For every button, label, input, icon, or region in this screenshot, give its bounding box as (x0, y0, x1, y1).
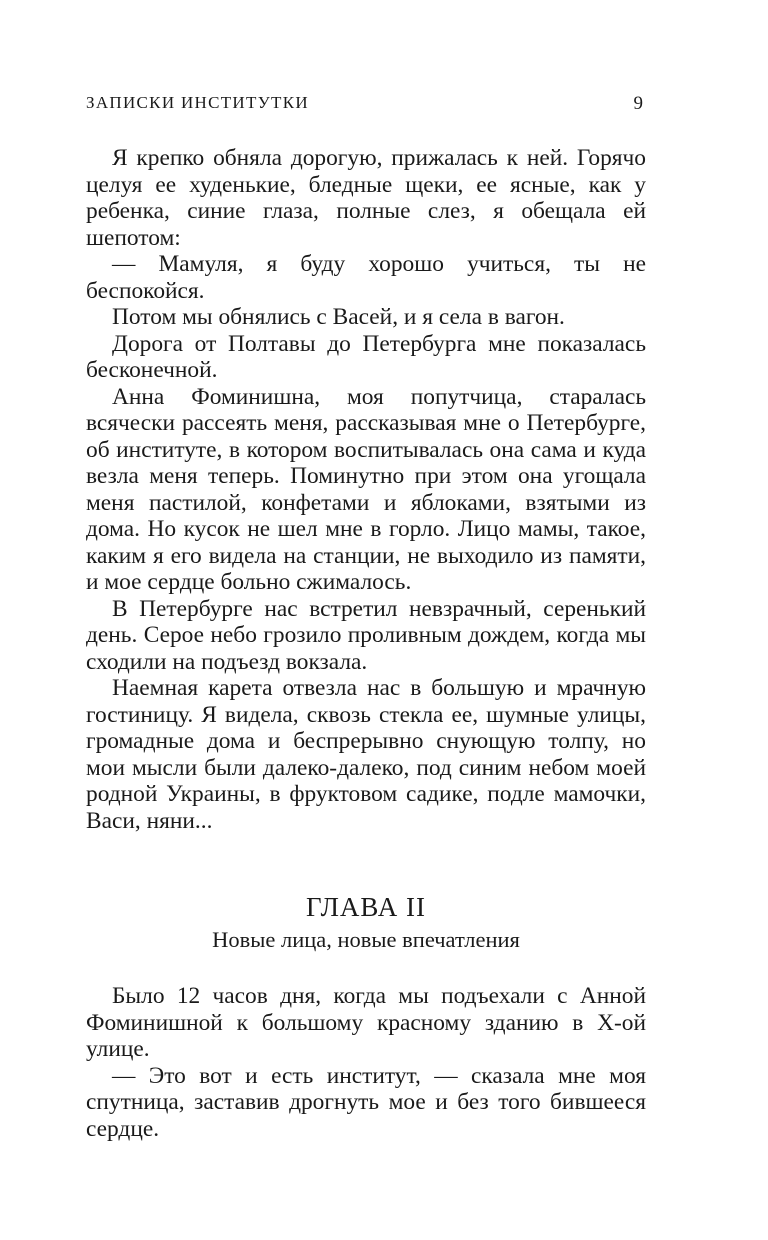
paragraph: Я крепко обняла дорогую, прижалась к ней. Горячо целуя ее худенькие, бледные щеки, ее ясные, как у ребенка, синие глаза, полные слез, я обещала ей шепотом: (86, 145, 646, 251)
running-title: ЗАПИСКИ ИНСТИТУТКИ (86, 93, 309, 112)
paragraph: Потом мы обнялись с Васей, и я села в вагон. (112, 304, 565, 330)
page-number: 9 (633, 93, 643, 114)
paragraph: Было 12 часов дня, когда мы подъехали с Анной Фоминишной к большому красному зданию в Х-ой улице. (86, 983, 646, 1062)
running-head (86, 93, 646, 119)
body-text-section-1 (86, 145, 646, 834)
paragraph: — Это вот и есть институт, — сказала мне моя спутница, заставив дрогнуть мое и без того бившееся сердце. (86, 1062, 646, 1142)
chapter-subtitle: Новые лица, новые впечатления (212, 927, 520, 952)
paragraph: Дорога от Полтавы до Петербурга мне показалась бесконечной. (86, 330, 646, 383)
paragraph: — Мамуля, я буду хорошо учиться, ты не беспокойся. (86, 251, 646, 304)
paragraph: Анна Фоминишна, моя попутчица, старалась всячески рассеять меня, рассказывая мне о Петербурге, об институте, в котором воспитывалась она сама и куда везла меня теперь. Поминутно при этом она угощала меня пастилой, конфетами и яблоками, взятыми из дома. Но кусок не шел мне в горло. Лицо мамы, такое, каким я его видела на станции, не выходило из памяти, и мое сердце больно сжималось. (86, 383, 646, 595)
chapter-heading: ГЛАВА II (306, 892, 426, 922)
paragraph: В Петербурге нас встретил невзрачный, серенький день. Серое небо грозило проливным дождем, когда мы сходили на подъезд вокзала. (86, 595, 646, 675)
body-text-section-2 (86, 983, 646, 1142)
paragraph: Наемная карета отвезла нас в большую и мрачную гостиницу. Я видела, сквозь стекла ее, шумные улицы, громадные дома и беспрерывно снующую толпу, но мои мысли были далеко-далеко, под синим небом моей родной Украины, в фруктовом садике, подле мамочки, Васи, няни... (86, 675, 646, 834)
